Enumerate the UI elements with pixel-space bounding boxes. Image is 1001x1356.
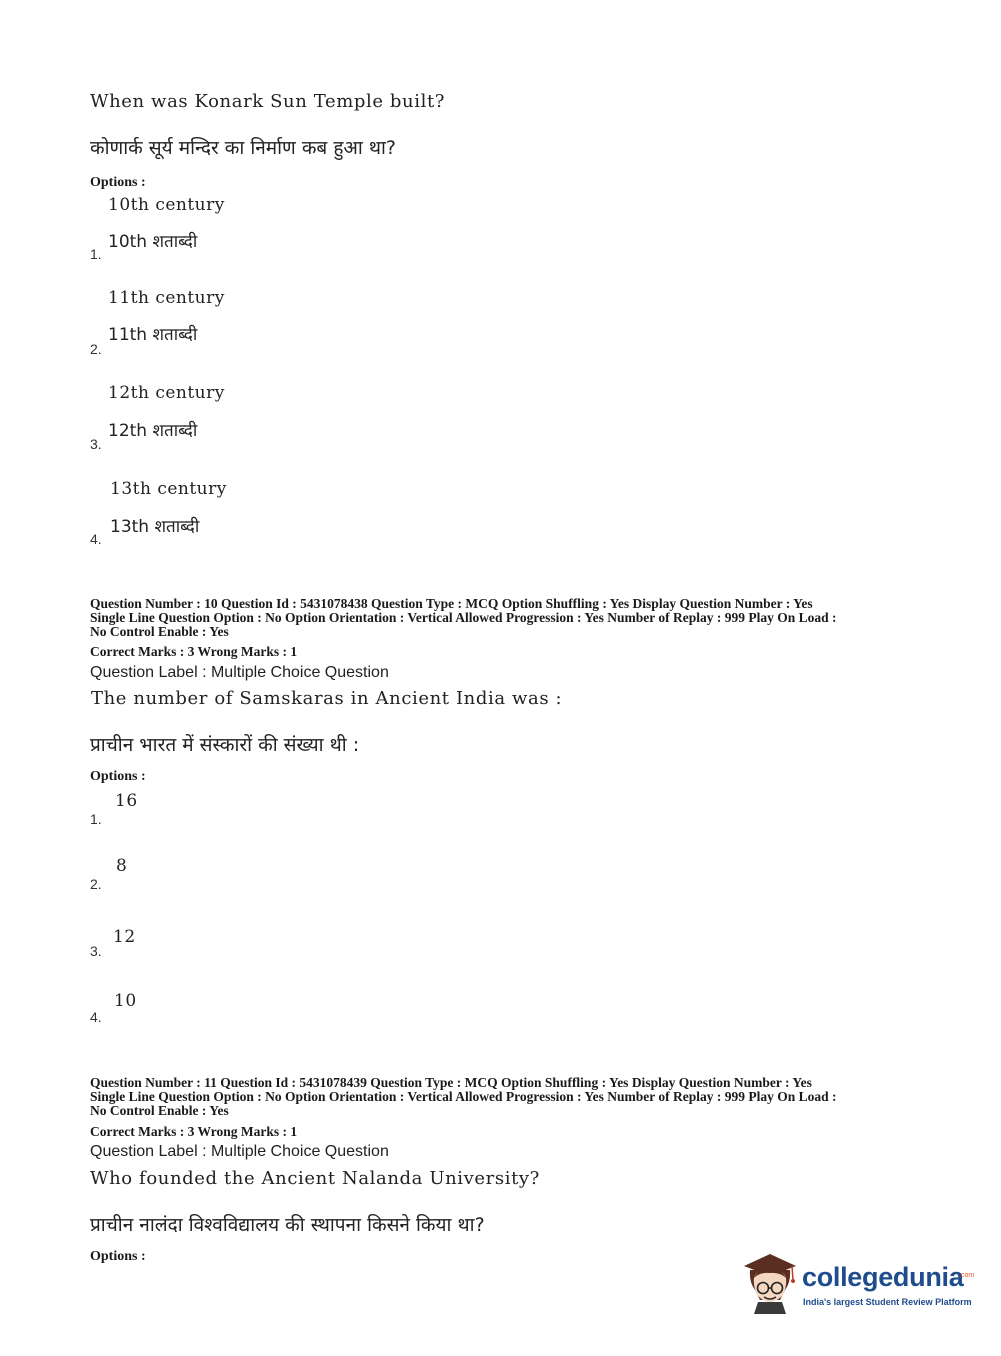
q9-options-label: Options : <box>90 175 146 190</box>
q9-option-4-en: 13th century <box>110 479 227 499</box>
q9-question-en: When was Konark Sun Temple built? <box>90 91 446 112</box>
logo-domain: .com <box>959 1272 975 1279</box>
q9-option-1-en: 10th century <box>108 195 225 215</box>
q9-option-3-en: 12th century <box>108 383 225 403</box>
q10-option-3-value: 12 <box>113 927 136 947</box>
q10-marks: Correct Marks : 3 Wrong Marks : 1 <box>90 644 298 659</box>
q10-question-label: Question Label : Multiple Choice Question <box>90 664 389 681</box>
q9-option-4-number: 4. <box>90 531 102 547</box>
q10-question-hi: प्राचीन भारत में संस्कारों की संख्या थी : <box>90 734 360 756</box>
q9-option-1-number: 1. <box>90 246 102 262</box>
q9-option-3-number: 3. <box>90 436 102 452</box>
q10-option-2-number: 2. <box>90 876 102 892</box>
q10-option-4-number: 4. <box>90 1009 102 1025</box>
q9-option-2-en: 11th century <box>108 288 225 308</box>
q10-question-en: The number of Samskaras in Ancient India was : <box>91 688 563 709</box>
q10-option-4-value: 10 <box>114 991 137 1011</box>
logo-name: collegedunia <box>802 1262 964 1292</box>
q11-question-en: Who founded the Ancient Nalanda University? <box>90 1168 540 1189</box>
collegedunia-logo[interactable] <box>740 1248 975 1318</box>
q10-meta-line-2: Single Line Question Option : No Option Orientation : Vertical Allowed Progression : Yes Number of Replay : 999 Play On Load : <box>90 610 837 625</box>
q11-question-label: Question Label : Multiple Choice Question <box>90 1143 389 1160</box>
q11-meta-line-2: Single Line Question Option : No Option Orientation : Vertical Allowed Progression : Yes Number of Replay : 999 Play On Load : <box>90 1089 837 1104</box>
q11-question-hi: प्राचीन नालंदा विश्वविद्यालय की स्थापना किसने किया था? <box>90 1214 485 1236</box>
q10-meta-line-3: No Control Enable : Yes <box>90 624 229 639</box>
q10-option-2-value: 8 <box>116 856 128 876</box>
q9-question-hi: कोणार्क सूर्य मन्दिर का निर्माण कब हुआ था? <box>90 137 397 159</box>
q11-meta-line-3: No Control Enable : Yes <box>90 1103 229 1118</box>
q10-meta-line-1: Question Number : 10 Question Id : 5431078438 Question Type : MCQ Option Shuffling : Yes Display Question Number : Yes <box>90 596 813 611</box>
q9-option-2-number: 2. <box>90 341 102 357</box>
q11-marks: Correct Marks : 3 Wrong Marks : 1 <box>90 1124 298 1139</box>
q9-option-1-hi: 10th शताब्दी <box>108 232 198 252</box>
q11-meta-line-1: Question Number : 11 Question Id : 5431078439 Question Type : MCQ Option Shuffling : Yes Display Question Number : Yes <box>90 1075 812 1090</box>
q9-option-3-hi: 12th शताब्दी <box>108 421 198 441</box>
q10-options-label: Options : <box>90 769 146 784</box>
logo-tagline: India's largest Student Review Platform <box>803 1297 972 1307</box>
q10-option-1-value: 16 <box>115 791 138 811</box>
q9-option-4-hi: 13th शताब्दी <box>110 517 200 537</box>
q11-options-label: Options : <box>90 1249 146 1264</box>
q10-option-3-number: 3. <box>90 943 102 959</box>
q10-option-1-number: 1. <box>90 811 102 827</box>
student-mascot-icon <box>740 1248 800 1314</box>
q9-option-2-hi: 11th शताब्दी <box>108 325 198 345</box>
